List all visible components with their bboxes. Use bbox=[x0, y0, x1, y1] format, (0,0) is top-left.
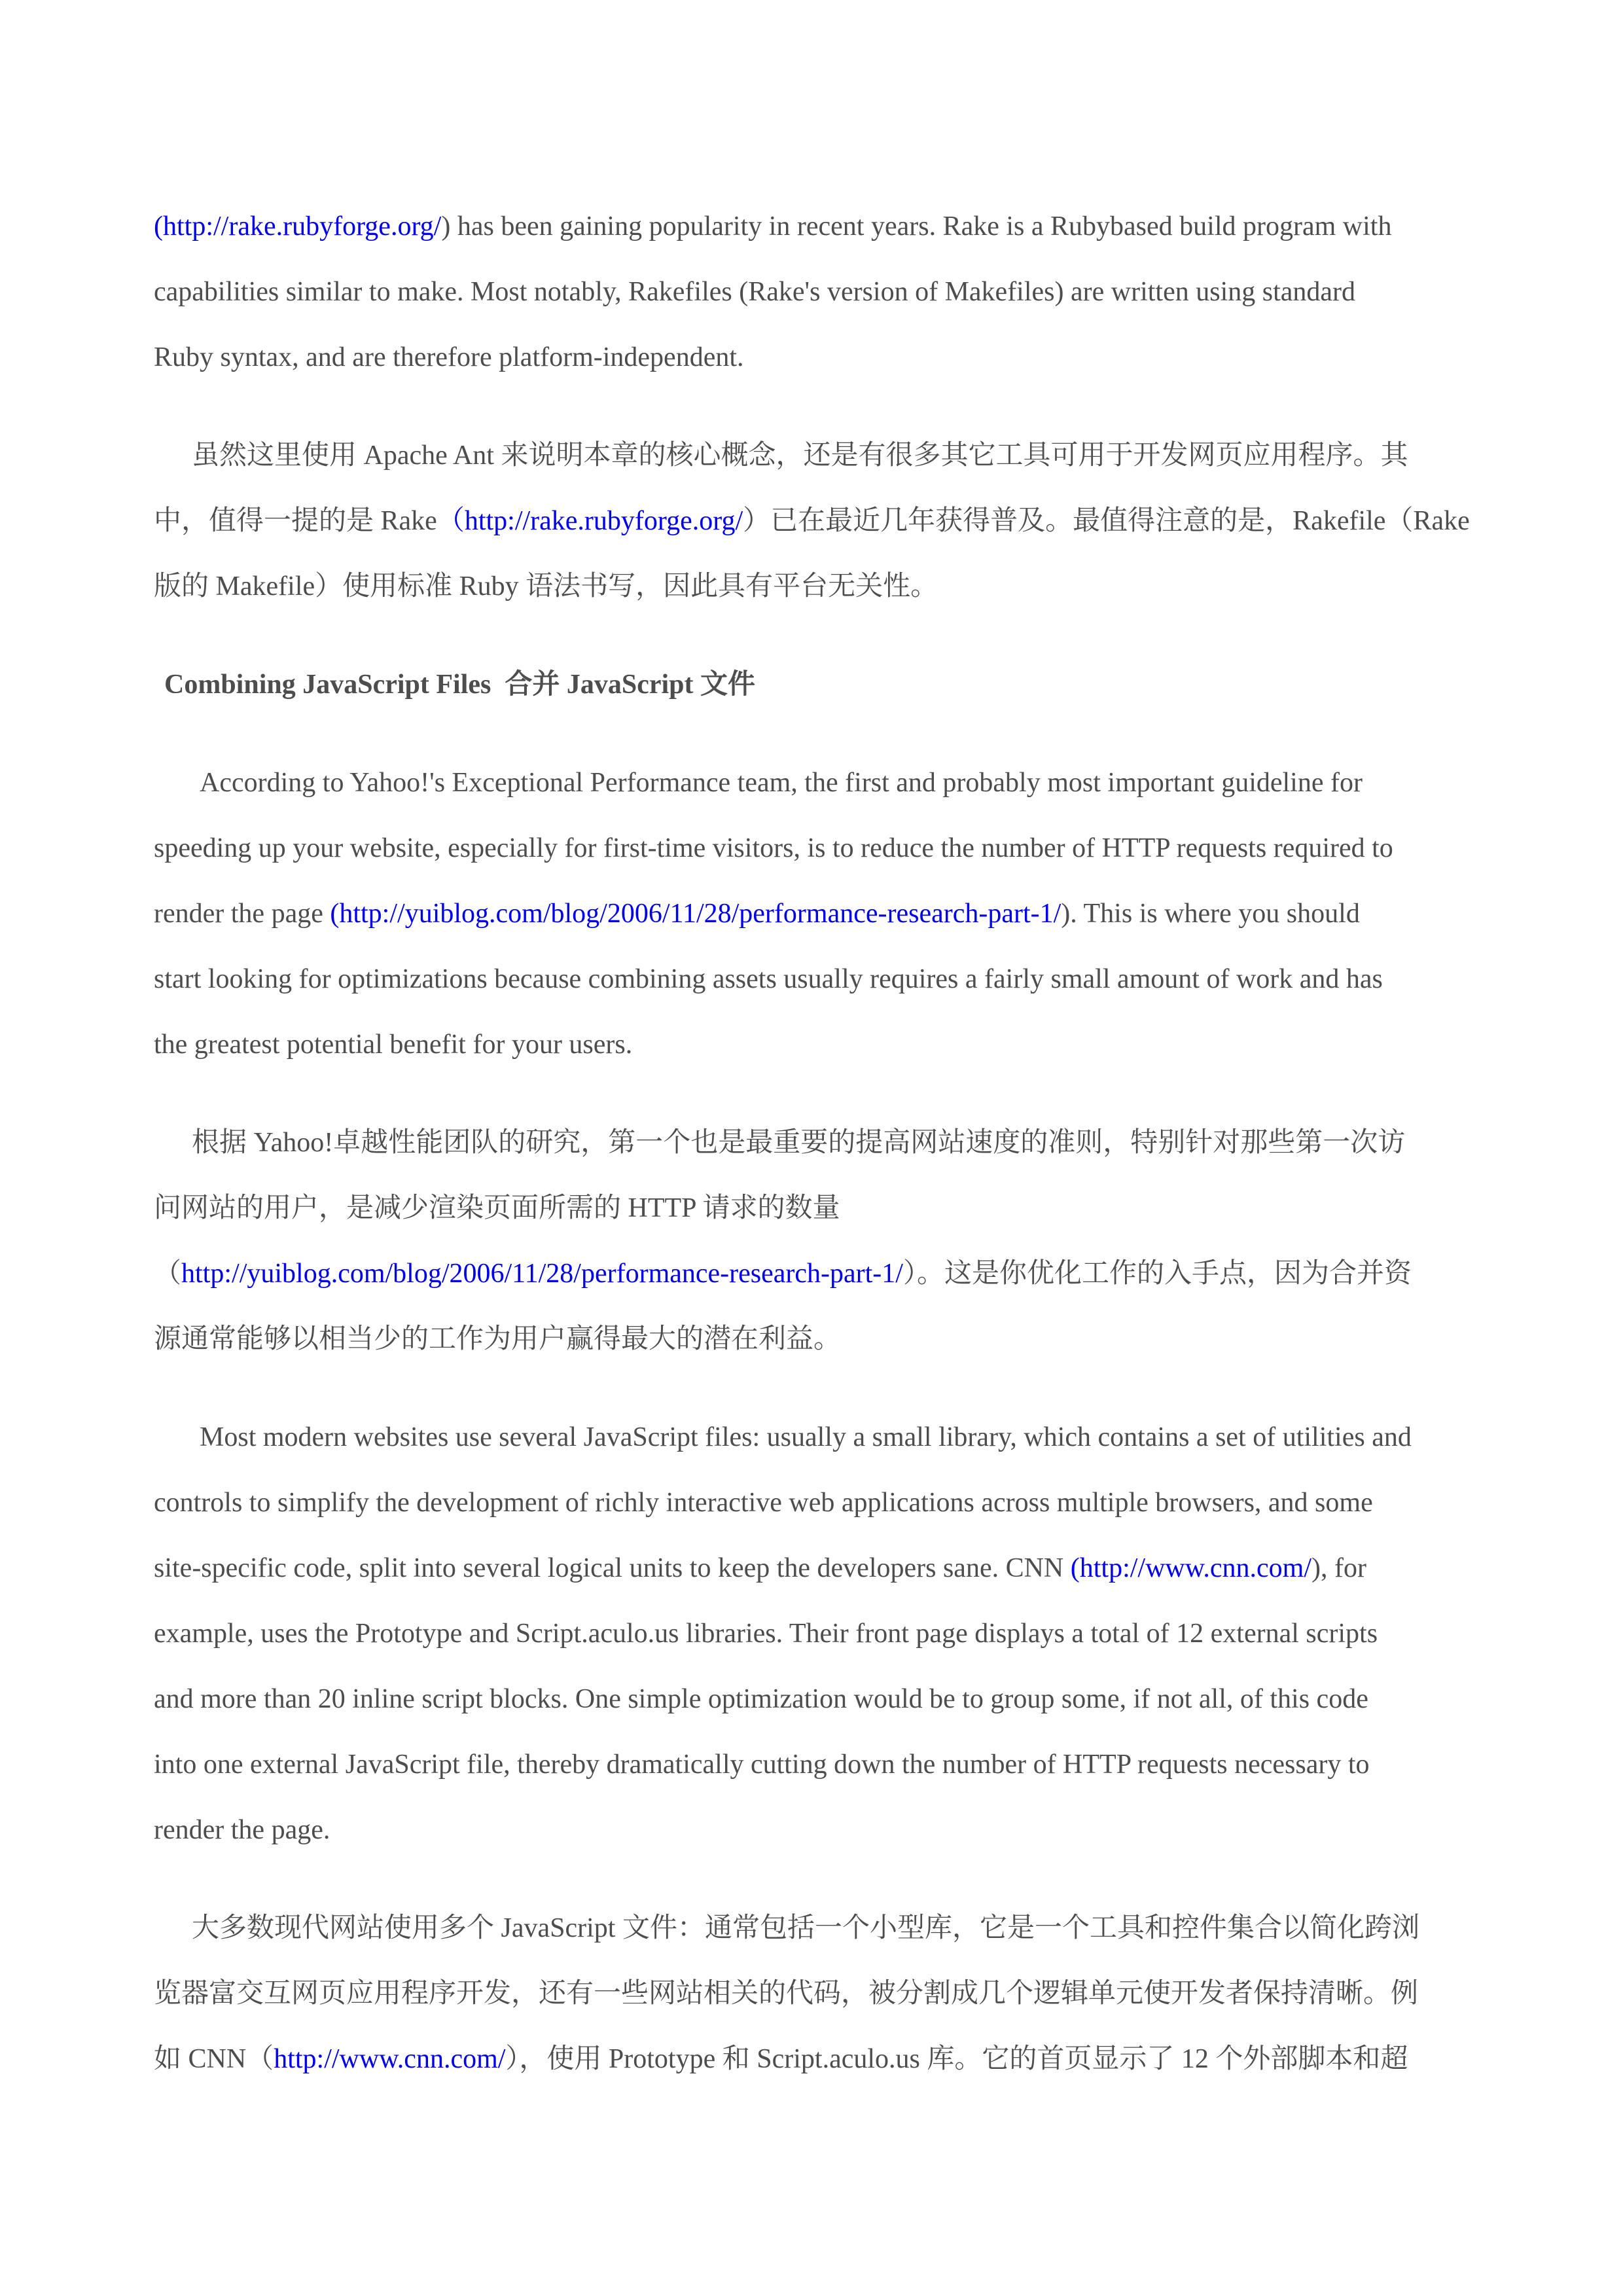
text-run: speeding up your website, especially for first-time visitors, is to reduce the number of HTTP requests required to bbox=[154, 833, 1393, 863]
text-line bbox=[154, 259, 1454, 325]
text-line bbox=[154, 1012, 1454, 1077]
text-line bbox=[154, 423, 1454, 488]
text-line bbox=[154, 1535, 1454, 1601]
text-line bbox=[154, 946, 1454, 1012]
hyperlink[interactable]: (http://yuiblog.com/blog/2006/11/28/performance-research-part-1/ bbox=[330, 899, 1061, 929]
text-run: 虽然这里使用 Apache Ant 来说明本章的核心概念，还是有很多其它工具可用于开发网页应用程序。其 bbox=[192, 440, 1408, 471]
text-run: ) has been gaining popularity in recent years. Rake is a Rubybased build program with bbox=[441, 211, 1392, 242]
text-line bbox=[154, 1797, 1454, 1863]
text-line bbox=[154, 652, 1454, 717]
text-line bbox=[154, 881, 1454, 946]
text-run: start looking for optimizations because combining assets usually requires a fairly small amount of work and has bbox=[154, 964, 1383, 994]
text-run: ). This is where you should bbox=[1061, 899, 1360, 929]
paragraph bbox=[154, 194, 1454, 390]
text-run: 根据 Yahoo!卓越性能团队的研究，第一个也是最重要的提高网站速度的准则，特别针对那些第一次访 bbox=[192, 1128, 1406, 1158]
text-run: controls to simplify the development of richly interactive web applications across multiple browsers, and some bbox=[154, 1488, 1373, 1518]
text-line bbox=[154, 1666, 1454, 1732]
text-line bbox=[154, 488, 1470, 554]
text-run: capabilities similar to make. Most notably, Rakefiles (Rake's version of Makefiles) are written using standard bbox=[154, 277, 1356, 307]
paragraph bbox=[154, 1110, 1454, 1372]
text-run: Most modern websites use several JavaScript files: usually a small library, which contains a set of utilities and bbox=[200, 1422, 1412, 1452]
hyperlink[interactable]: http://www.cnn.com/ bbox=[274, 2044, 506, 2074]
text-run: 源通常能够以相当少的工作为用户赢得最大的潜在利益。 bbox=[154, 1324, 842, 1354]
text-line bbox=[154, 1175, 1454, 1241]
paragraph bbox=[154, 1895, 1454, 2092]
text-line bbox=[154, 1961, 1454, 2026]
text-line bbox=[154, 325, 1454, 390]
text-run: 问网站的用户，是减少渲染页面所需的 HTTP 请求的数量 bbox=[154, 1193, 840, 1223]
text-run: example, uses the Prototype and Script.aculo.us libraries. Their front page displays a total of 12 external scripts bbox=[154, 1619, 1378, 1649]
text-run: ），使用 Prototype 和 Script.aculo.us 库。它的首页显示了 12 个外部脚本和超 bbox=[505, 2044, 1408, 2074]
text-line bbox=[154, 1732, 1454, 1797]
text-line bbox=[154, 816, 1454, 881]
document-content bbox=[154, 194, 1470, 2092]
paragraph bbox=[154, 750, 1454, 1077]
hyperlink[interactable]: （http://rake.rubyforge.org/ bbox=[437, 506, 743, 536]
text-line bbox=[154, 1470, 1454, 1535]
text-line bbox=[154, 2026, 1454, 2092]
text-line bbox=[154, 194, 1454, 259]
text-run: into one external JavaScript file, thereby dramatically cutting down the number of HTTP requests necessary to bbox=[154, 1749, 1370, 1780]
text-run: 中，值得一提的是 Rake bbox=[154, 506, 437, 536]
text-line bbox=[154, 554, 1454, 619]
text-run: ）。这是你优化工作的入手点，因为合并资 bbox=[902, 1259, 1412, 1289]
text-run: render the page. bbox=[154, 1815, 330, 1845]
text-line bbox=[154, 750, 1454, 816]
text-line bbox=[154, 1241, 1454, 1306]
text-run: Combining JavaScript Files 合并 JavaScript 文件 bbox=[164, 670, 756, 700]
hyperlink[interactable]: (http://www.cnn.com/ bbox=[1070, 1553, 1311, 1583]
text-run: 览器富交互网页应用程序开发，还有一些网站相关的代码，被分割成几个逻辑单元使开发者保持清晰。例 bbox=[154, 1979, 1419, 2009]
text-run: 版的 Makefile）使用标准 Ruby 语法书写，因此具有平台无关性。 bbox=[154, 571, 938, 601]
paragraph bbox=[154, 423, 1470, 619]
text-run: ）已在最近几年获得普及。最值得注意的是，Rakefile（Rake bbox=[743, 506, 1470, 536]
text-line bbox=[154, 1306, 1454, 1372]
section-heading bbox=[154, 652, 1454, 717]
hyperlink[interactable]: (http://rake.rubyforge.org/ bbox=[154, 211, 442, 242]
text-run: ), for bbox=[1311, 1553, 1366, 1583]
text-line bbox=[154, 1405, 1454, 1470]
text-run: render the page bbox=[154, 899, 330, 929]
text-run: According to Yahoo!'s Exceptional Performance team, the first and probably most important guideline for bbox=[200, 768, 1363, 798]
text-run: site-specific code, split into several logical units to keep the developers sane. CNN bbox=[154, 1553, 1071, 1583]
text-line bbox=[154, 1601, 1454, 1666]
text-line bbox=[154, 1895, 1454, 1961]
text-run: Ruby syntax, and are therefore platform-independent. bbox=[154, 342, 744, 372]
text-run: （ bbox=[154, 1259, 182, 1289]
text-run: and more than 20 inline script blocks. One simple optimization would be to group some, if not all, of this code bbox=[154, 1684, 1368, 1714]
text-run: the greatest potential benefit for your users. bbox=[154, 1030, 633, 1060]
text-run: 大多数现代网站使用多个 JavaScript 文件：通常包括一个小型库，它是一个工具和控件集合以简化跨浏 bbox=[192, 1913, 1419, 1943]
hyperlink[interactable]: http://yuiblog.com/blog/2006/11/28/performance-research-part-1/ bbox=[181, 1259, 903, 1289]
text-run: 如 CNN（ bbox=[154, 2044, 274, 2074]
text-line bbox=[154, 1110, 1454, 1175]
paragraph bbox=[154, 1405, 1454, 1863]
